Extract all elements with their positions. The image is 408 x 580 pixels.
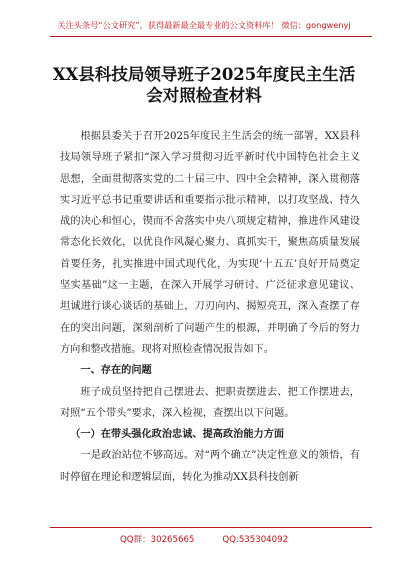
section-heading: 一、存在的问题: [80, 364, 152, 377]
title-line-2: 会对照检查材料: [146, 86, 262, 105]
footer-qq-group: QQ群：30265665: [119, 535, 195, 545]
subsection-paragraph: 一是政治站位不够高远。对“两个确立”决定性意义的领悟，有时停留在理论和逻辑层面，转化为推动XX县科技创新: [60, 450, 360, 483]
section-intro-paragraph: 班子成员坚持把自己摆进去、把职责摆进去、把工作摆进去，对照“五个带头”要求，深入检视，查摆出以下问题。: [60, 386, 360, 419]
footer-qq: QQ:535304092: [222, 535, 289, 545]
subsection-heading: （一）在带头强化政治忠诚、提高政治能力方面: [70, 428, 285, 441]
footer-divider: [50, 527, 372, 528]
title-line-1: XX县科技局领导班子2025年度民主生活: [52, 65, 356, 84]
header-banner: 关注头条号“公文研究”，获得最新最全最专业的公文资料库！ 微信：gongwenyj: [57, 20, 351, 30]
document-title: [30, 64, 378, 106]
footer: [0, 533, 408, 545]
header-divider: [50, 36, 372, 37]
document-body: [60, 126, 360, 488]
intro-paragraph: 根据县委关于召开2025年度民主生活会的统一部署，XX县科技局领导班子紧扣“深入学习贯彻习近平新时代中国特色社会主义思想，全面贯彻落实党的二十届三中、四中全会精神，深入贯彻落实习近平总书记重要讲话和重要指示批示精神，以打攻坚战、持久战的决心和恒心，锲而不舍落实中央八项规定精神，推进作风建设常态化长效化，以优良作风凝心聚力、真抓实干，聚焦高质量发展首要任务，扎实推进中国式现代化，为实现‘十五五’良好开局奠定坚实基础”这一主题，在深入开展学习研讨、广泛征求意见建议、坦诚进行谈心谈话的基础上，刀刃向内、揭短亮丑，深入查摆了存在的突出问题，深刻剖析了问题产生的根源，并明确了今后的努力方向和整改措施。现将对照检查情况报告如下。: [60, 131, 360, 355]
